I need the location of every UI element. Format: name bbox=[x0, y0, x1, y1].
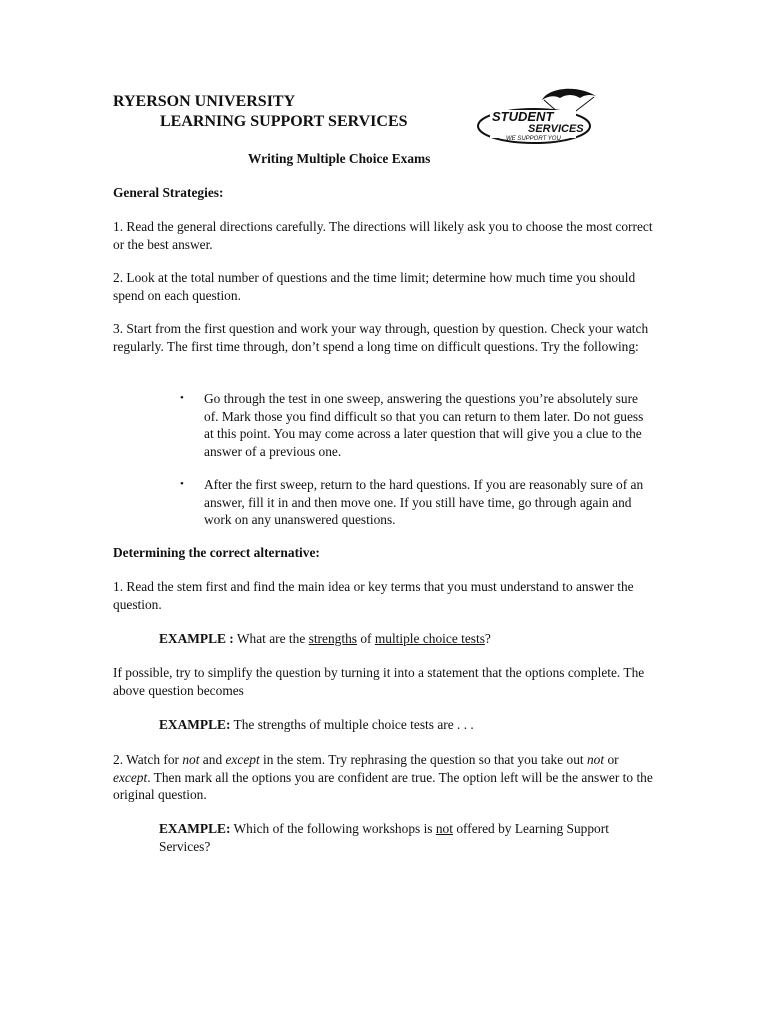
section-heading-determining: Determining the correct alternative: bbox=[113, 545, 320, 560]
list-item: After the first sweep, return to the hard questions. If you are reasonably sure of an answer, fill it in and then move one. If you still have time, go through again and work on any unanswered questions. bbox=[204, 477, 644, 527]
university-name: RYERSON UNIVERSITY bbox=[113, 93, 296, 110]
svg-text:STUDENT: STUDENT bbox=[492, 109, 554, 124]
general-paragraph-2: 2. Look at the total number of questions and the time limit; determine how much time you should spend on each question. bbox=[113, 270, 636, 303]
example-3: EXAMPLE: Which of the following workshops is not offered by Learning Support Services? bbox=[159, 821, 609, 854]
determining-paragraph-2: If possible, try to simplify the question by turning it into a statement that the options complete. The above question becomes bbox=[113, 665, 645, 698]
general-paragraph-1: 1. Read the general directions carefully. The directions will likely ask you to choose the most correct or the best answer. bbox=[113, 219, 653, 252]
example-2: EXAMPLE: The strengths of multiple choice tests are . . . bbox=[159, 717, 474, 732]
example-1: EXAMPLE : What are the strengths of multiple choice tests? bbox=[159, 631, 491, 646]
department-name: LEARNING SUPPORT SERVICES bbox=[160, 113, 408, 130]
bullet-icon: • bbox=[180, 478, 184, 490]
example-label: EXAMPLE: bbox=[159, 821, 231, 836]
example-label: EXAMPLE : bbox=[159, 631, 234, 646]
determining-paragraph-3: 2. Watch for not and except in the stem. Try rephrasing the question so that you take out not or except. Then mark all the options you are confident are true. The option left will be the answer to the original question. bbox=[113, 752, 653, 802]
section-heading-general: General Strategies: bbox=[113, 185, 224, 200]
document-title: Writing Multiple Choice Exams bbox=[248, 151, 431, 166]
general-paragraph-3: 3. Start from the first question and work your way through, question by question. Check your watch regularly. The first time through, don’t spend a long time on difficult questions. Try the following: bbox=[113, 321, 649, 354]
list-item: Go through the test in one sweep, answering the questions you’re absolutely sure of. Mark those you find difficult so that you can return to them later. Do not guess at this point. You may come across a later question that will give you a clue to the answer of a previous one. bbox=[204, 391, 644, 459]
svg-text:WE SUPPORT YOU: WE SUPPORT YOU bbox=[506, 136, 561, 142]
example-label: EXAMPLE: bbox=[159, 717, 231, 732]
determining-paragraph-1: 1. Read the stem first and find the main idea or key terms that you must understand to answer the question. bbox=[113, 579, 634, 612]
svg-text:SERVICES: SERVICES bbox=[528, 123, 584, 135]
student-services-logo bbox=[472, 86, 602, 148]
bullet-icon: • bbox=[180, 392, 184, 404]
